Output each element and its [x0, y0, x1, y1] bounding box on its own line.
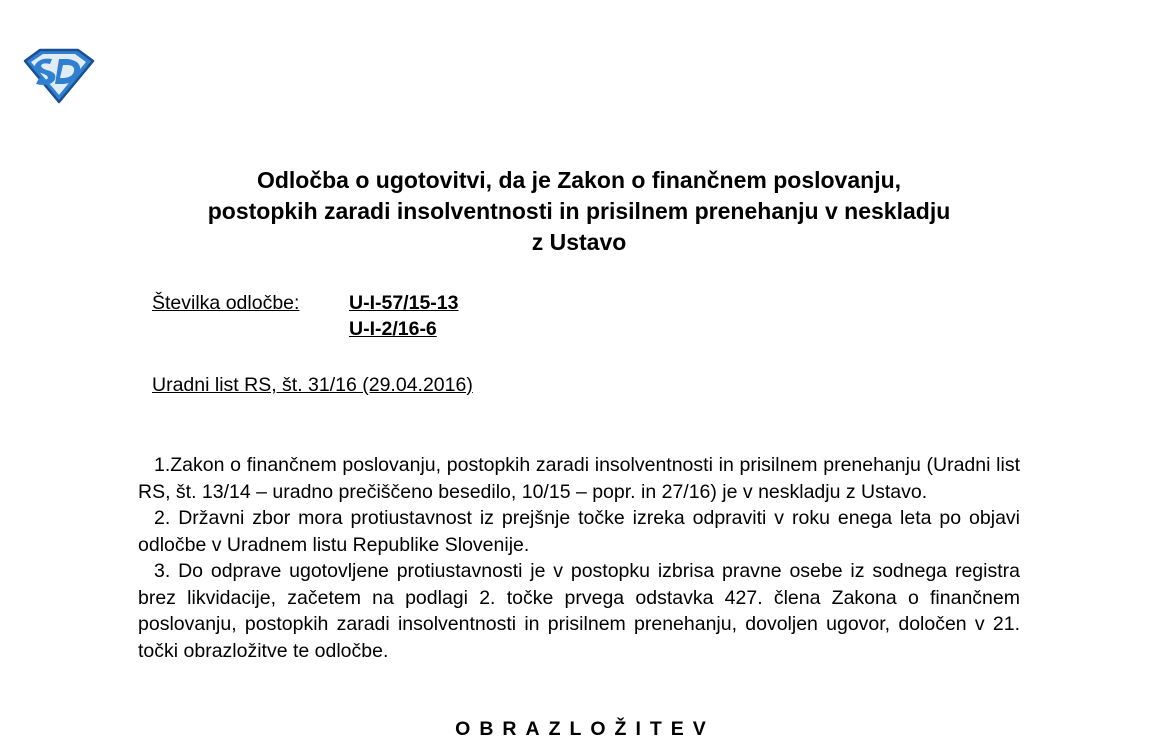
operative-point: 3. Do odprave ugotovljene protiustavnosti je v postopku izbrisa pravne osebe iz sodnega registra brez likvidacije, začetem na podlagi 2. točke prvega odstavka 427. člena Zakona o finančnem poslovanju, postopkih zaradi insolventnosti in prisilnem prenehanju, dovoljen ugovor, določen v 21. točki obrazložitve te odločbe. [138, 560, 1020, 662]
decision-number-value: U-I-57/15-13 [349, 292, 459, 314]
decision-number-label: Številka odločbe: [152, 292, 300, 314]
decision-number-value: U-I-2/16-6 [349, 318, 437, 340]
section-heading: OBRAZLOŽITEV [455, 718, 715, 740]
title-line: postopkih zaradi insolventnosti in prisilnem prenehanju v neskladju [207, 198, 951, 224]
operative-point: 1.Zakon o finančnem poslovanju, postopkih zaradi insolventnosti in prisilnem prenehanju (Uradni list RS, št. 13/14 – uradno prečiščeno besedilo, 10/15 – popr. in 27/16) je v neskladju z Ustavo. [138, 454, 1020, 503]
title-line: Odločba o ugotovitvi, da je Zakon o finančnem poslovanju, [256, 167, 902, 193]
operative-point: 2. Državni zbor mora protiustavnost iz prejšnje točke izreka odpraviti v roku enega leta po objavi odločbe v Uradnem listu Republike Slovenije. [138, 507, 1020, 556]
operative-part [138, 452, 1020, 664]
document-title [130, 165, 1028, 258]
official-gazette-reference: Uradni list RS, št. 31/16 (29.04.2016) [152, 374, 473, 396]
sd-shield-logo-icon [22, 47, 96, 105]
decision-number-block [152, 290, 458, 342]
title-line: z Ustavo [531, 229, 627, 255]
